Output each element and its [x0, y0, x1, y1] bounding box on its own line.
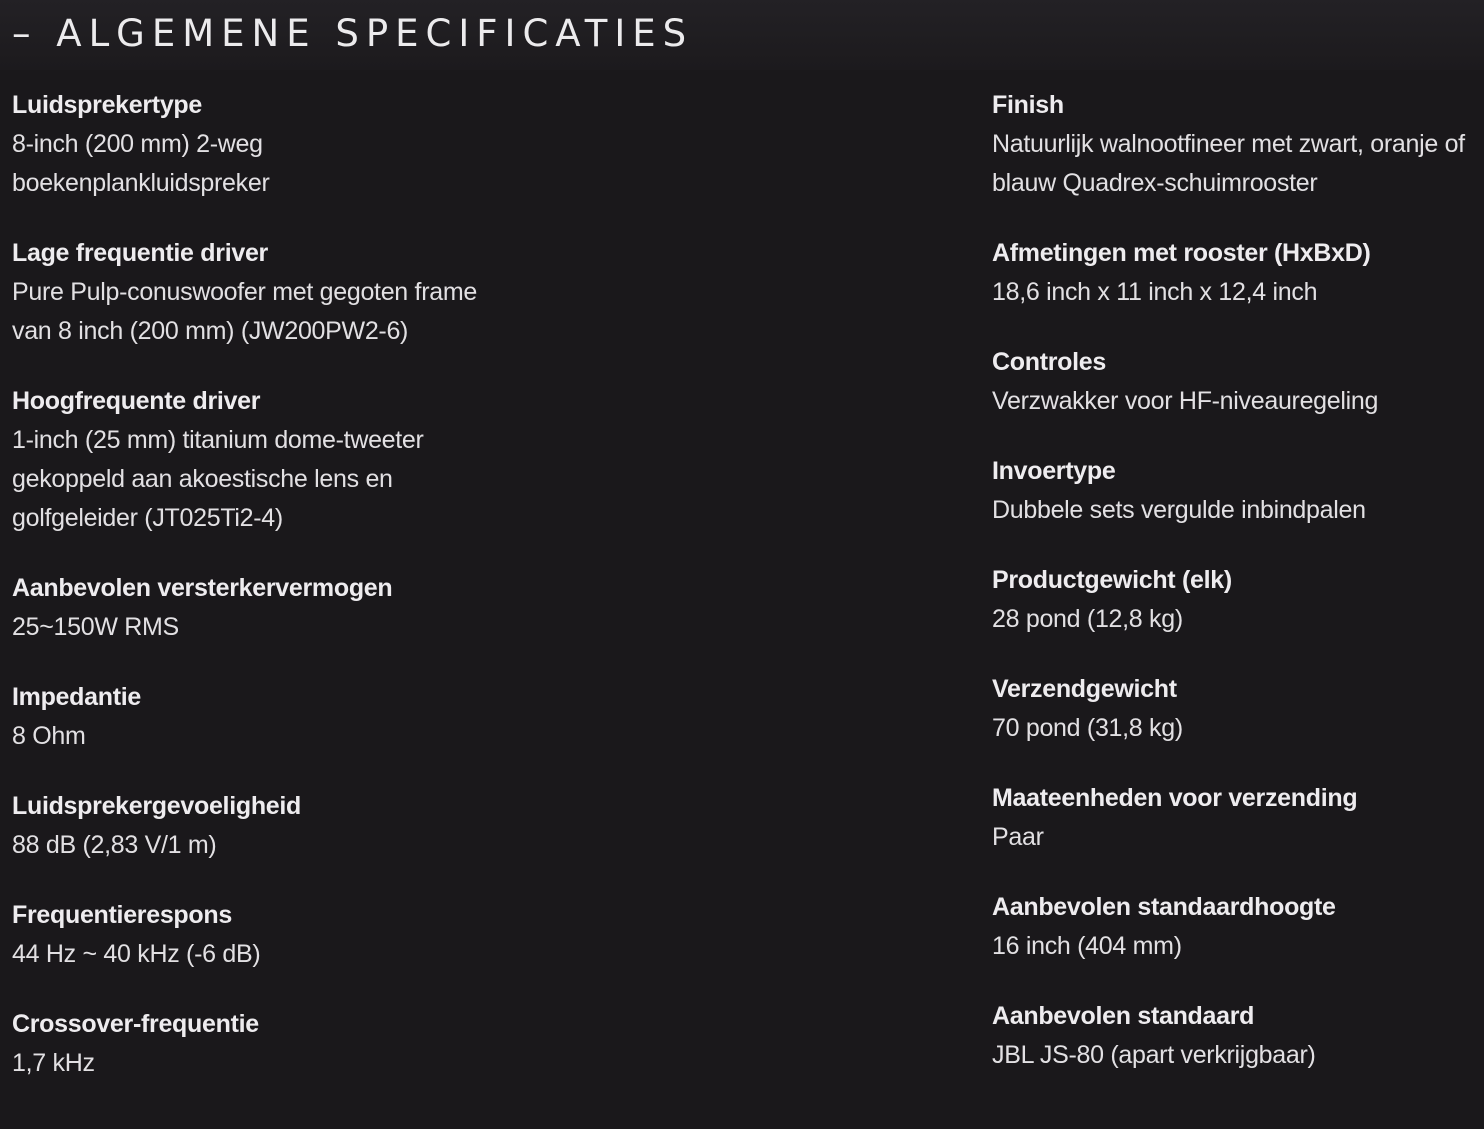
- spec-item-lage-frequentie-driver: [12, 234, 487, 351]
- spec-value: 8-inch (200 mm) 2-weg boekenplankluidspreker: [12, 130, 270, 197]
- spec-item-luidsprekertype: [12, 86, 487, 203]
- spec-item-hoogfrequente-driver: [12, 382, 487, 538]
- spec-label: Aanbevolen versterkervermogen: [12, 574, 393, 602]
- spec-label: Invoertype: [992, 457, 1116, 485]
- spec-label: Aanbevolen standaardhoogte: [992, 893, 1336, 921]
- spec-label: Finish: [992, 91, 1064, 119]
- spec-value: 25~150W RMS: [12, 613, 179, 641]
- spec-value: Dubbele sets vergulde inbindpalen: [992, 496, 1366, 524]
- spec-value: 70 pond (31,8 kg): [992, 714, 1183, 742]
- spec-item-controles: [992, 343, 1477, 421]
- spec-value: 44 Hz ~ 40 kHz (-6 dB): [12, 940, 261, 968]
- spec-item-productgewicht: [992, 561, 1477, 639]
- spec-label: Luidsprekergevoeligheid: [12, 792, 302, 820]
- spec-value: 28 pond (12,8 kg): [992, 605, 1183, 633]
- spec-label: Afmetingen met rooster (HxBxD): [992, 239, 1371, 267]
- spec-label: Verzendgewicht: [992, 675, 1177, 703]
- spec-value: Paar: [992, 823, 1044, 851]
- spec-item-finish: [992, 86, 1477, 203]
- spec-value: 16 inch (404 mm): [992, 932, 1182, 960]
- spec-item-impedantie: [12, 678, 487, 756]
- spec-label: Frequentierespons: [12, 901, 232, 929]
- spec-item-luidsprekergevoeligheid: [12, 787, 487, 865]
- spec-item-verzendgewicht: [992, 670, 1477, 748]
- section-title[interactable]: – ALGEMENE SPECIFICATIES: [12, 12, 694, 55]
- spec-column-left: [12, 86, 487, 1114]
- spec-value: Pure Pulp-conuswoofer met gegoten frame van 8 inch (200 mm) (JW200PW2-6): [12, 278, 477, 345]
- spec-item-aanbevolen-standaard: [992, 997, 1477, 1075]
- spec-value: JBL JS-80 (apart verkrijgbaar): [992, 1041, 1316, 1069]
- spec-item-standaardhoogte: [992, 888, 1477, 966]
- spec-label: Hoogfrequente driver: [12, 387, 261, 415]
- spec-item-aanbevolen-versterkervermogen: [12, 569, 487, 647]
- spec-item-invoertype: [992, 452, 1477, 530]
- spec-value: Verzwakker voor HF-niveauregeling: [992, 387, 1379, 415]
- spec-value: Natuurlijk walnootfineer met zwart, oranje of blauw Quadrex-schuimrooster: [992, 130, 1465, 197]
- spec-value: 18,6 inch x 11 inch x 12,4 inch: [992, 278, 1318, 306]
- spec-value: 1-inch (25 mm) titanium dome-tweeter gekoppeld aan akoestische lens en golfgeleider (JT025Ti2-4): [12, 426, 424, 532]
- spec-value: 8 Ohm: [12, 722, 86, 750]
- spec-item-maateenheden: [992, 779, 1477, 857]
- spec-item-afmetingen: [992, 234, 1477, 312]
- section-header[interactable]: [0, 0, 1484, 70]
- spec-label: Crossover-frequentie: [12, 1010, 259, 1038]
- spec-label: Productgewicht (elk): [992, 566, 1232, 594]
- spec-label: Controles: [992, 348, 1106, 376]
- spec-label: Impedantie: [12, 683, 141, 711]
- spec-item-crossover-frequentie: [12, 1005, 487, 1083]
- spec-value: 88 dB (2,83 V/1 m): [12, 831, 217, 859]
- spec-value: 1,7 kHz: [12, 1049, 95, 1077]
- spec-label: Luidsprekertype: [12, 91, 203, 119]
- spec-column-right: [992, 86, 1477, 1106]
- spec-item-frequentierespons: [12, 896, 487, 974]
- spec-label: Maateenheden voor verzending: [992, 784, 1358, 812]
- spec-label: Aanbevolen standaard: [992, 1002, 1255, 1030]
- spec-label: Lage frequentie driver: [12, 239, 268, 267]
